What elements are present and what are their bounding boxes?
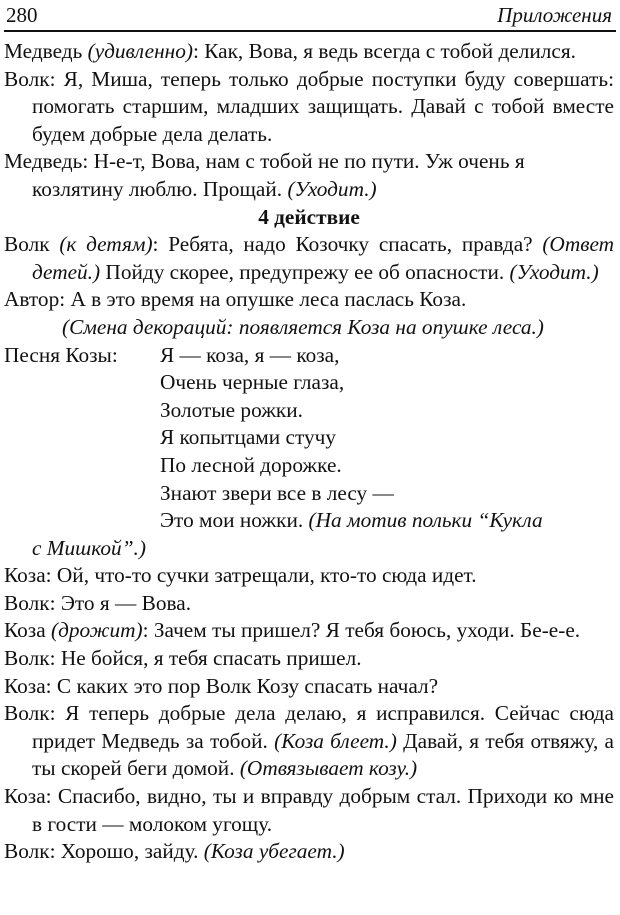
song-line: Знают звери все в лесу —: [160, 480, 394, 505]
stage-direction-continued: с Мишкой”.): [32, 535, 146, 560]
speaker: Волк: [4, 232, 50, 257]
separator: :: [192, 39, 205, 63]
dialogue-line: [4, 66, 614, 149]
speaker: Медведь: [4, 149, 83, 174]
stage-direction: (Уходит.): [509, 259, 599, 284]
separator: :: [49, 590, 61, 615]
dialogue-text: Н-е-т, Вова, нам с тобой не по пути. Уж очень я козлятину люблю. Прощай.: [32, 149, 525, 201]
speaker-note: (дрожит): [45, 618, 143, 643]
page-body: [4, 38, 614, 866]
song-line: По лесной дорожке.: [160, 452, 342, 477]
act-heading: 4 действие: [258, 204, 360, 229]
dialogue-line: [4, 783, 614, 838]
song-label: Песня Козы:: [4, 342, 118, 367]
song-block: [4, 342, 614, 563]
stage-direction: (Коза убегает.): [203, 839, 345, 864]
dialogue-line: [4, 590, 614, 618]
page-number: 280: [6, 3, 38, 27]
dialogue-text: Пойду скорее, предупрежу ее об опасности.: [100, 259, 510, 284]
speaker: Коза: [4, 673, 46, 698]
song-line-text: Это мои ножки.: [160, 508, 309, 533]
dialogue-text: : Ребята, надо Козочку спасать, правда?: [152, 232, 543, 257]
dialogue-text: : Хорошо, зайду.: [49, 839, 204, 864]
dialogue-text: Как, Вова, я ведь всегда с тобой делился.: [204, 39, 576, 63]
speaker: Волк: [4, 66, 50, 91]
separator: :: [82, 149, 94, 174]
dialogue-line: [4, 38, 614, 66]
speaker: Автор: [4, 287, 60, 312]
separator: :: [45, 563, 57, 588]
stage-direction: (Смена декораций: появляется Коза на опушке леса.): [62, 314, 544, 339]
dialogue-text: Это я — Вова.: [60, 590, 192, 615]
song-line: Очень черные глаза,: [160, 370, 345, 395]
dialogue-line: [4, 562, 614, 590]
dialogue-line: [4, 617, 614, 645]
dialogue-line: [4, 286, 614, 314]
separator: :: [142, 618, 154, 643]
dialogue-text: : Спасибо, видно, ты и вправду добрым стал. Приходи ко мне в гости — молоком угощу.: [32, 784, 614, 836]
speaker: Волк: [4, 839, 50, 864]
dialogue-text: С каких это пор Волк Козу спасать начал?: [56, 673, 439, 698]
dialogue-text: : Я теперь добрые дела делаю, я исправился. Сейчас сюда придет Медведь за тобой.: [32, 701, 614, 753]
stage-direction: (На мотив польки “Кукла: [308, 508, 543, 533]
song-line: Я копытцами стучу: [160, 425, 336, 450]
dialogue-text: Я, Миша, теперь только добрые поступки буду совершать: помогать старшим, младших защищать. Давай с тобой вместе будем добрые дела делать.: [32, 66, 614, 146]
dialogue-text: : А в это время на опушке леса паслась Коза.: [59, 287, 467, 312]
speaker-note: (к детям): [59, 232, 153, 257]
dialogue-line: [4, 148, 614, 203]
stage-direction: (Ответ детей.): [32, 232, 614, 284]
dialogue-line: [4, 231, 614, 286]
dialogue-line: [4, 838, 614, 866]
speaker: Волк: [4, 701, 50, 726]
song-line: [4, 507, 614, 535]
speaker: Коза: [4, 784, 46, 809]
song-line: Золотые рожки.: [160, 397, 303, 422]
dialogue-text: Ой, что-то сучки затрещали, кто-то сюда идет.: [56, 563, 477, 588]
stage-direction: (Уходит.): [287, 176, 377, 201]
speaker: Волк: [4, 646, 50, 671]
dialogue-line: [4, 673, 614, 701]
separator: :: [45, 673, 57, 698]
stage-direction: (Отвязывает козу.): [239, 756, 418, 781]
section-title: Приложения: [497, 3, 612, 27]
speaker: Коза: [4, 563, 46, 588]
dialogue-text: Зачем ты пришел? Я тебя боюсь, уходи. Бе-е-е.: [153, 618, 581, 643]
speaker: Медведь: [4, 39, 83, 63]
song-line: Я — коза, я — коза,: [160, 342, 340, 367]
speaker-note: (удивленно): [82, 39, 193, 63]
separator: :: [49, 66, 64, 91]
speaker: Волк: [4, 590, 50, 615]
running-header: [4, 0, 616, 32]
speaker: Коза: [4, 618, 46, 643]
separator: :: [49, 646, 61, 671]
stage-direction: (Коза блеет.): [274, 728, 397, 753]
dialogue-text: Давай, я тебя отвяжу, а ты скорей беги домой.: [32, 728, 614, 781]
dialogue-line: [4, 700, 614, 783]
dialogue-line: [4, 645, 614, 673]
dialogue-text: Не бойся, я тебя спасать пришел.: [60, 646, 362, 671]
